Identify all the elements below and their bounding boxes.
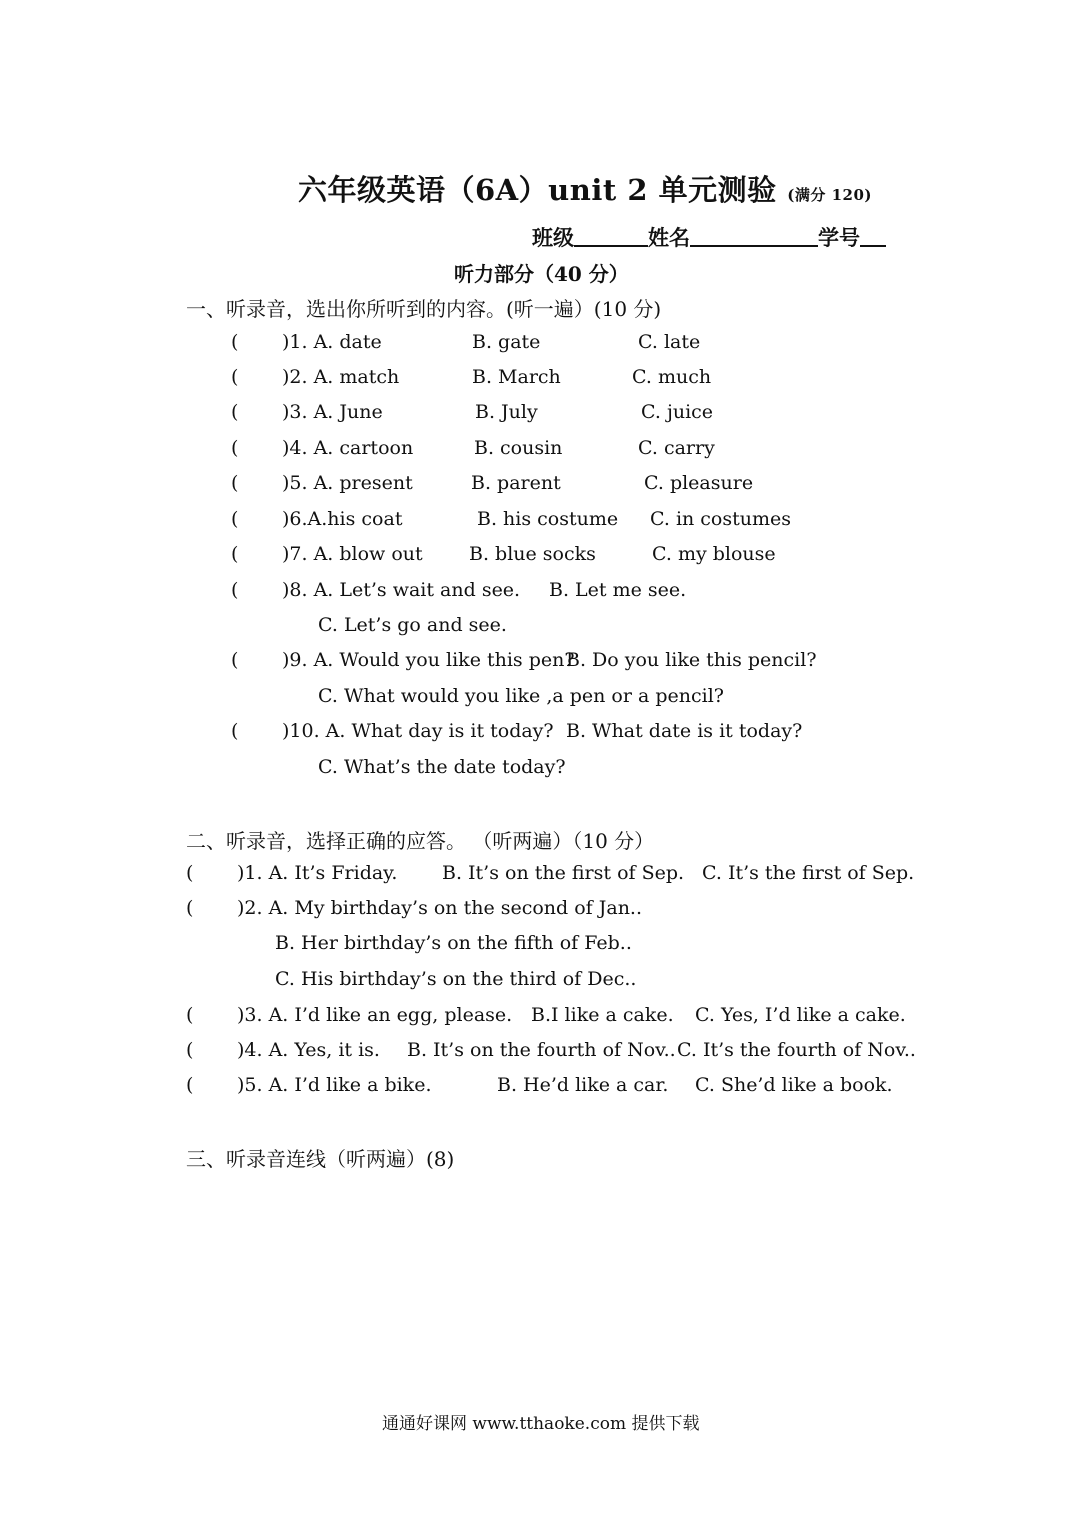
option-b: B. cousin [474, 437, 563, 459]
option-c: C. What would you like ,a pen or a pencil? [318, 685, 724, 707]
footer-source: 通通好课网 www.tthaoke.com 提供下载 [382, 1414, 700, 1434]
number-blank[interactable] [860, 245, 886, 247]
answer-paren[interactable]: ( [231, 508, 239, 530]
option-b: B. July [475, 401, 538, 423]
option-a: )1. A. It’s Friday. [237, 862, 398, 884]
option-b: B. It’s on the fourth of Nov.. [407, 1039, 676, 1061]
answer-paren[interactable]: ( [231, 720, 239, 742]
answer-paren[interactable]: ( [186, 1074, 194, 1096]
page-title [298, 168, 872, 209]
option-c: C. in costumes [650, 508, 792, 530]
option-c: C. His birthday’s on the third of Dec.. [275, 968, 637, 990]
name-label: 姓名 [648, 225, 690, 250]
answer-paren[interactable]: ( [231, 579, 239, 601]
answer-paren[interactable]: ( [186, 1004, 194, 1026]
answer-paren[interactable]: ( [231, 649, 239, 671]
class-blank[interactable] [574, 245, 648, 247]
option-a: )9. A. Would you like this pen? [282, 649, 575, 671]
option-a: )3. A. June [282, 401, 383, 423]
option-b: B. Let me see. [549, 579, 687, 601]
option-c: C. It’s the first of Sep. [702, 862, 915, 884]
option-a: )3. A. I’d like an egg, please. [237, 1004, 513, 1026]
option-c: C. carry [638, 437, 715, 459]
option-a: )1. A. date [282, 331, 382, 353]
option-c: C. juice [641, 401, 714, 423]
answer-paren[interactable]: ( [186, 862, 194, 884]
section1-heading: 一、听录音，选出你所听到的内容。(听一遍）(10 分) [186, 297, 662, 321]
option-c: C. She’d like a book. [695, 1074, 893, 1096]
class-label: 班级 [532, 225, 574, 250]
option-c: C. Yes, I’d like a cake. [695, 1004, 906, 1026]
option-c: C. late [638, 331, 701, 353]
option-b: B. blue socks [469, 543, 596, 565]
option-b: B. What date is it today? [566, 720, 803, 742]
option-c: C. much [632, 366, 712, 388]
option-b: B.I like a cake. [531, 1004, 674, 1026]
option-a: )6.A.his coat [282, 508, 403, 530]
title-main: 六年级英语（6A）unit 2 单元测验 [298, 173, 777, 207]
option-c: C. my blouse [652, 543, 776, 565]
student-info [532, 222, 886, 252]
option-a: )4. A. Yes, it is. [237, 1039, 380, 1061]
option-a: )5. A. present [282, 472, 413, 494]
answer-paren[interactable]: ( [231, 472, 239, 494]
number-label: 学号 [818, 225, 860, 250]
option-c: C. It’s the fourth of Nov.. [677, 1039, 916, 1061]
option-b: B. parent [471, 472, 561, 494]
name-blank[interactable] [690, 245, 818, 247]
option-a: )5. A. I’d like a bike. [237, 1074, 432, 1096]
option-b: B. He’d like a car. [497, 1074, 669, 1096]
answer-paren[interactable]: ( [186, 897, 194, 919]
answer-paren[interactable]: ( [231, 331, 239, 353]
answer-paren[interactable]: ( [186, 1039, 194, 1061]
option-a: )8. A. Let’s wait and see. [282, 579, 521, 601]
part-listening-heading: 听力部分（40 分） [454, 262, 629, 286]
option-b: B. Do you like this pencil? [566, 649, 817, 671]
answer-paren[interactable]: ( [231, 437, 239, 459]
option-c: C. pleasure [644, 472, 754, 494]
option-b: B. gate [472, 331, 541, 353]
option-b: B. Her birthday’s on the fifth of Feb.. [275, 932, 632, 954]
title-score: (满分 120) [787, 186, 872, 204]
option-a: )7. A. blow out [282, 543, 423, 565]
option-a: )4. A. cartoon [282, 437, 414, 459]
section2-heading: 二、听录音，选择正确的应答。 （听两遍）（10 分） [186, 829, 655, 853]
option-c: C. What’s the date today? [318, 756, 566, 778]
section3-heading: 三、听录音连线（听两遍）(8) [186, 1147, 455, 1171]
option-c: C. Let’s go and see. [318, 614, 507, 636]
option-a: )2. A. My birthday’s on the second of Jan.. [237, 897, 643, 919]
answer-paren[interactable]: ( [231, 401, 239, 423]
answer-paren[interactable]: ( [231, 366, 239, 388]
answer-paren[interactable]: ( [231, 543, 239, 565]
option-b: B. his costume [477, 508, 619, 530]
option-a: )2. A. match [282, 366, 400, 388]
option-b: B. It’s on the first of Sep. [442, 862, 685, 884]
option-b: B. March [472, 366, 561, 388]
option-a: )10. A. What day is it today? [282, 720, 554, 742]
